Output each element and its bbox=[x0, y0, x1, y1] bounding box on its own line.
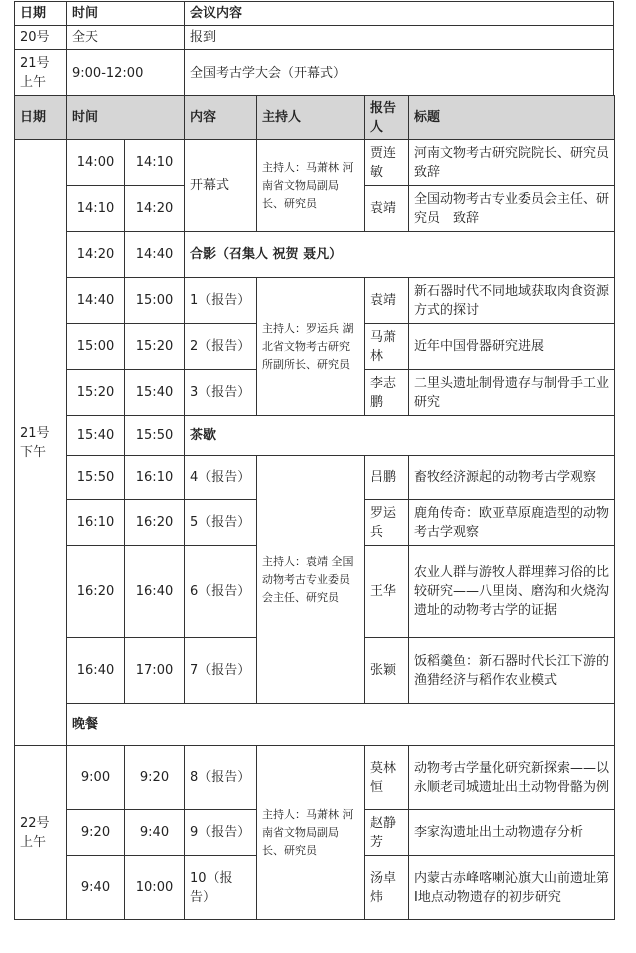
end-time: 17:00 bbox=[125, 638, 185, 704]
top-header-content: 会议内容 bbox=[185, 2, 614, 26]
photo-session: 合影（召集人 祝贺 聂凡） bbox=[185, 232, 615, 278]
content-cell: 3（报告） bbox=[185, 370, 257, 416]
header-host: 主持人 bbox=[257, 96, 365, 140]
end-time: 10:00 bbox=[125, 856, 185, 920]
host-a: 主持人：罗运兵 湖北省文物考古研究所副所长、研究员 bbox=[257, 278, 365, 416]
content-cell: 5（报告） bbox=[185, 500, 257, 546]
header-content: 内容 bbox=[185, 96, 257, 140]
end-time: 15:40 bbox=[125, 370, 185, 416]
content-cell: 1（报告） bbox=[185, 278, 257, 324]
title: 新石器时代不同地域获取肉食资源方式的探讨 bbox=[409, 278, 615, 324]
end-time: 14:10 bbox=[125, 140, 185, 186]
table-row bbox=[15, 140, 615, 186]
table-row bbox=[15, 50, 614, 97]
start-time: 14:10 bbox=[67, 186, 125, 232]
opening-host: 主持人：马萧林 河南省文物局副局长、研究员 bbox=[257, 140, 365, 232]
speaker: 莫林恒 bbox=[365, 746, 409, 810]
end-time: 9:20 bbox=[125, 746, 185, 810]
table-row bbox=[15, 232, 615, 278]
content-cell: 4（报告） bbox=[185, 456, 257, 500]
top-header-row bbox=[15, 2, 614, 26]
title: 河南文物考古研究院院长、研究员 致辞 bbox=[409, 140, 615, 186]
opening-content: 开幕式 bbox=[185, 140, 257, 232]
end-time: 14:20 bbox=[125, 186, 185, 232]
table-row bbox=[15, 416, 615, 456]
date-cell-22am: 22号上午 bbox=[15, 746, 67, 920]
end-time: 16:40 bbox=[125, 546, 185, 638]
speaker: 贾连敏 bbox=[365, 140, 409, 186]
start-time: 15:00 bbox=[67, 324, 125, 370]
start-time: 15:50 bbox=[67, 456, 125, 500]
table-row bbox=[15, 278, 615, 324]
main-header-row bbox=[15, 96, 615, 140]
start-time: 14:00 bbox=[67, 140, 125, 186]
title: 全国动物考古专业委员会主任、研究员 致辞 bbox=[409, 186, 615, 232]
content-cell: 6（报告） bbox=[185, 546, 257, 638]
content-cell: 7（报告） bbox=[185, 638, 257, 704]
title: 动物考古学量化研究新探索——以永顺老司城遗址出土动物骨骼为例 bbox=[409, 746, 615, 810]
speaker: 袁靖 bbox=[365, 186, 409, 232]
tea-break: 茶歇 bbox=[185, 416, 615, 456]
dinner: 晚餐 bbox=[67, 704, 615, 746]
end-time: 15:50 bbox=[125, 416, 185, 456]
header-speaker: 报告人 bbox=[365, 96, 409, 140]
schedule-top-table bbox=[14, 1, 614, 97]
start-time: 14:40 bbox=[67, 278, 125, 324]
end-time: 15:00 bbox=[125, 278, 185, 324]
header-date: 日期 bbox=[15, 96, 67, 140]
speaker: 汤卓炜 bbox=[365, 856, 409, 920]
dinner-row bbox=[15, 704, 615, 746]
speaker: 袁靖 bbox=[365, 278, 409, 324]
title: 饭稻羹鱼：新石器时代长江下游的渔猎经济与稻作农业模式 bbox=[409, 638, 615, 704]
time-cell: 全天 bbox=[67, 26, 185, 50]
end-time: 15:20 bbox=[125, 324, 185, 370]
top-header-time: 时间 bbox=[67, 2, 185, 26]
speaker: 吕鹏 bbox=[365, 456, 409, 500]
speaker: 李志鹏 bbox=[365, 370, 409, 416]
end-time: 16:20 bbox=[125, 500, 185, 546]
header-time: 时间 bbox=[67, 96, 185, 140]
start-time: 16:40 bbox=[67, 638, 125, 704]
date-cell-21pm: 21号下午 bbox=[15, 140, 67, 746]
table-row bbox=[15, 26, 614, 50]
start-time: 9:40 bbox=[67, 856, 125, 920]
speaker: 罗运兵 bbox=[365, 500, 409, 546]
host-c: 主持人：马萧林 河南省文物局副局长、研究员 bbox=[257, 746, 365, 920]
header-title: 标题 bbox=[409, 96, 615, 140]
title: 近年中国骨器研究进展 bbox=[409, 324, 615, 370]
title: 畜牧经济源起的动物考古学观察 bbox=[409, 456, 615, 500]
end-time: 16:10 bbox=[125, 456, 185, 500]
content-cell: 2（报告） bbox=[185, 324, 257, 370]
start-time: 15:40 bbox=[67, 416, 125, 456]
table-row bbox=[15, 456, 615, 500]
date-cell: 20号 bbox=[15, 26, 67, 50]
content-cell: 9（报告） bbox=[185, 810, 257, 856]
top-header-date: 日期 bbox=[15, 2, 67, 26]
start-time: 14:20 bbox=[67, 232, 125, 278]
start-time: 9:20 bbox=[67, 810, 125, 856]
content-cell: 8（报告） bbox=[185, 746, 257, 810]
speaker: 张颖 bbox=[365, 638, 409, 704]
content-cell: 全国考古学大会（开幕式） bbox=[185, 50, 614, 97]
date-cell: 21号上午 bbox=[15, 50, 67, 97]
end-time: 9:40 bbox=[125, 810, 185, 856]
title: 李家沟遗址出土动物遗存分析 bbox=[409, 810, 615, 856]
start-time: 15:20 bbox=[67, 370, 125, 416]
start-time: 16:10 bbox=[67, 500, 125, 546]
title: 农业人群与游牧人群埋葬习俗的比较研究——八里岗、磨沟和火烧沟遗址的动物考古学的证据 bbox=[409, 546, 615, 638]
title: 二里头遗址制骨遗存与制骨手工业研究 bbox=[409, 370, 615, 416]
title: 内蒙古赤峰喀喇沁旗大山前遗址第Ⅰ地点动物遗存的初步研究 bbox=[409, 856, 615, 920]
time-cell: 9:00-12:00 bbox=[67, 50, 185, 97]
speaker: 王华 bbox=[365, 546, 409, 638]
start-time: 9:00 bbox=[67, 746, 125, 810]
speaker: 赵静芳 bbox=[365, 810, 409, 856]
schedule-main-table bbox=[14, 95, 615, 920]
host-b: 主持人：袁靖 全国动物考古专业委员会主任、研究员 bbox=[257, 456, 365, 704]
content-cell: 报到 bbox=[185, 26, 614, 50]
speaker: 马萧林 bbox=[365, 324, 409, 370]
start-time: 16:20 bbox=[67, 546, 125, 638]
table-row bbox=[15, 746, 615, 810]
title: 鹿角传奇：欧亚草原鹿造型的动物考古学观察 bbox=[409, 500, 615, 546]
end-time: 14:40 bbox=[125, 232, 185, 278]
content-cell: 10（报告） bbox=[185, 856, 257, 920]
